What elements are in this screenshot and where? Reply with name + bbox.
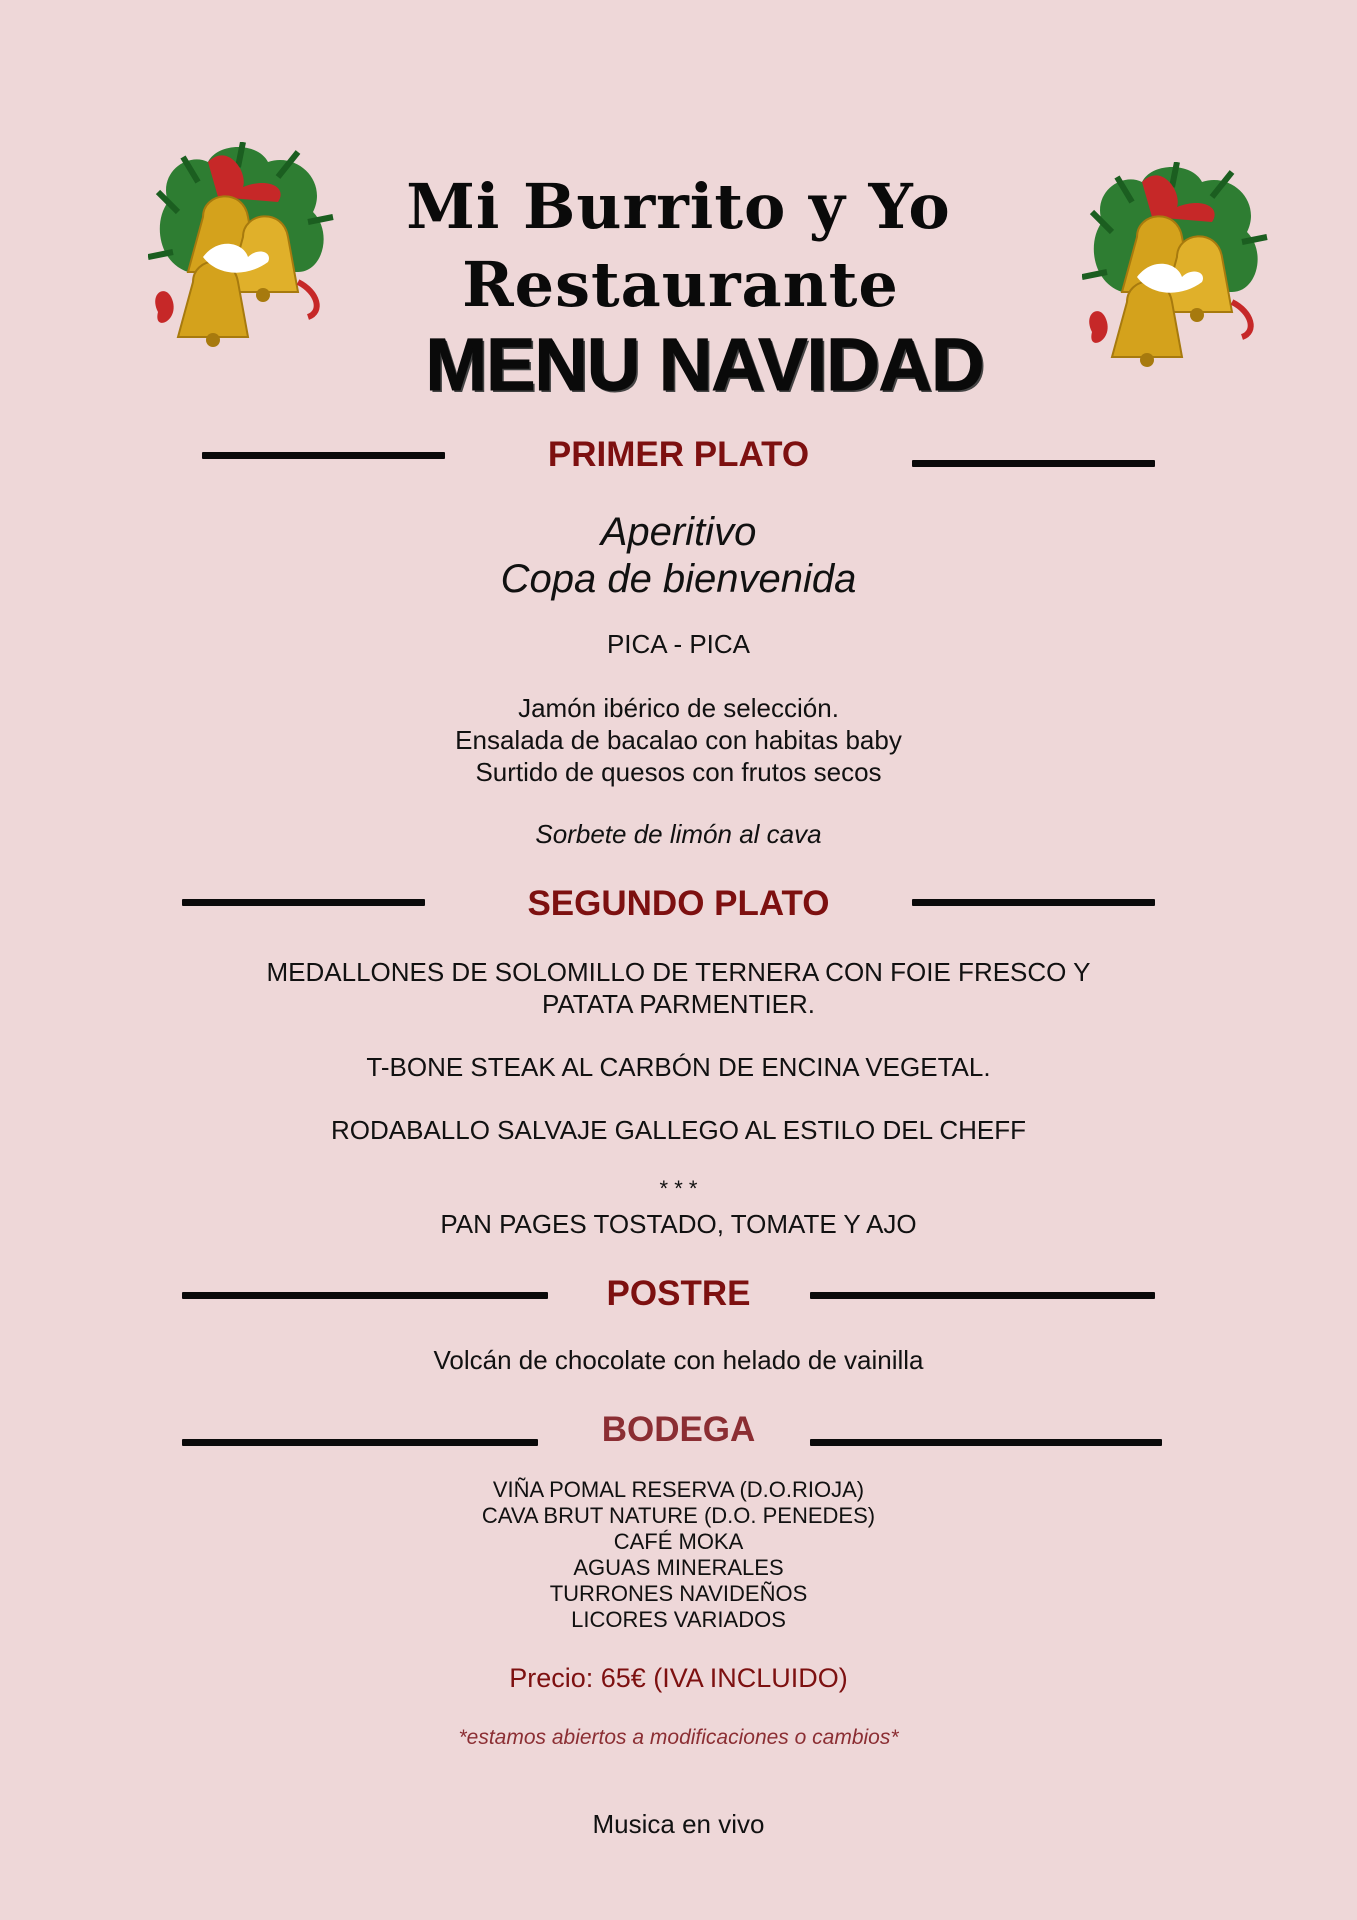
dish-item: T-BONE STEAK AL CARBÓN DE ENCINA VEGETAL. bbox=[366, 1052, 991, 1082]
menu-title: MENU NAVIDAD bbox=[425, 323, 984, 406]
dish-item: PATATA PARMENTIER. bbox=[541, 989, 816, 1019]
christmas-bells-icon bbox=[148, 142, 338, 352]
section-heading-bodega: BODEGA bbox=[601, 1410, 756, 1449]
pica-pica-label: PICA - PICA bbox=[606, 629, 751, 659]
dish-item: RODABALLO SALVAJE GALLEGO AL ESTILO DEL CHEFF bbox=[330, 1115, 1027, 1145]
drink-item: CAFÉ MOKA bbox=[613, 1529, 744, 1554]
restaurant-name: Mi Burrito y Yo bbox=[406, 170, 951, 243]
live-music-label: Musica en vivo bbox=[592, 1809, 765, 1839]
sorbete-item: Sorbete de limón al cava bbox=[535, 819, 822, 849]
drink-item: VIÑA POMAL RESERVA (D.O.RIOJA) bbox=[492, 1477, 865, 1502]
dish-item: MEDALLONES DE SOLOMILLO DE TERNERA CON FOIE FRESCO Y bbox=[266, 957, 1091, 987]
modifications-note: *estamos abiertos a modificaciones o cambios* bbox=[458, 1726, 899, 1749]
section-heading-segundo-plato: SEGUNDO PLATO bbox=[527, 884, 830, 923]
dish-item: Jamón ibérico de selección. bbox=[518, 693, 839, 723]
dish-item: Ensalada de bacalao con habitas baby bbox=[455, 725, 902, 755]
restaurant-subtitle: Restaurante bbox=[462, 248, 899, 321]
dish-item: Surtido de quesos con frutos secos bbox=[475, 757, 882, 787]
price-label: Precio: 65€ (IVA INCLUIDO) bbox=[509, 1663, 848, 1693]
separator-stars: * * * bbox=[659, 1176, 698, 1201]
section-heading-postre: POSTRE bbox=[606, 1274, 751, 1313]
copa-label: Copa de bienvenida bbox=[500, 557, 857, 601]
dish-item: PAN PAGES TOSTADO, TOMATE Y AJO bbox=[440, 1209, 917, 1239]
dish-item: Volcán de chocolate con helado de vainilla bbox=[433, 1345, 924, 1375]
drink-item: LICORES VARIADOS bbox=[571, 1607, 786, 1632]
section-heading-primer-plato: PRIMER PLATO bbox=[547, 435, 810, 474]
drink-item: CAVA BRUT NATURE (D.O. PENEDES) bbox=[481, 1503, 876, 1528]
aperitivo-label: Aperitivo bbox=[600, 510, 757, 554]
drink-item: AGUAS MINERALES bbox=[573, 1555, 784, 1580]
drink-item: TURRONES NAVIDEÑOS bbox=[549, 1581, 808, 1606]
